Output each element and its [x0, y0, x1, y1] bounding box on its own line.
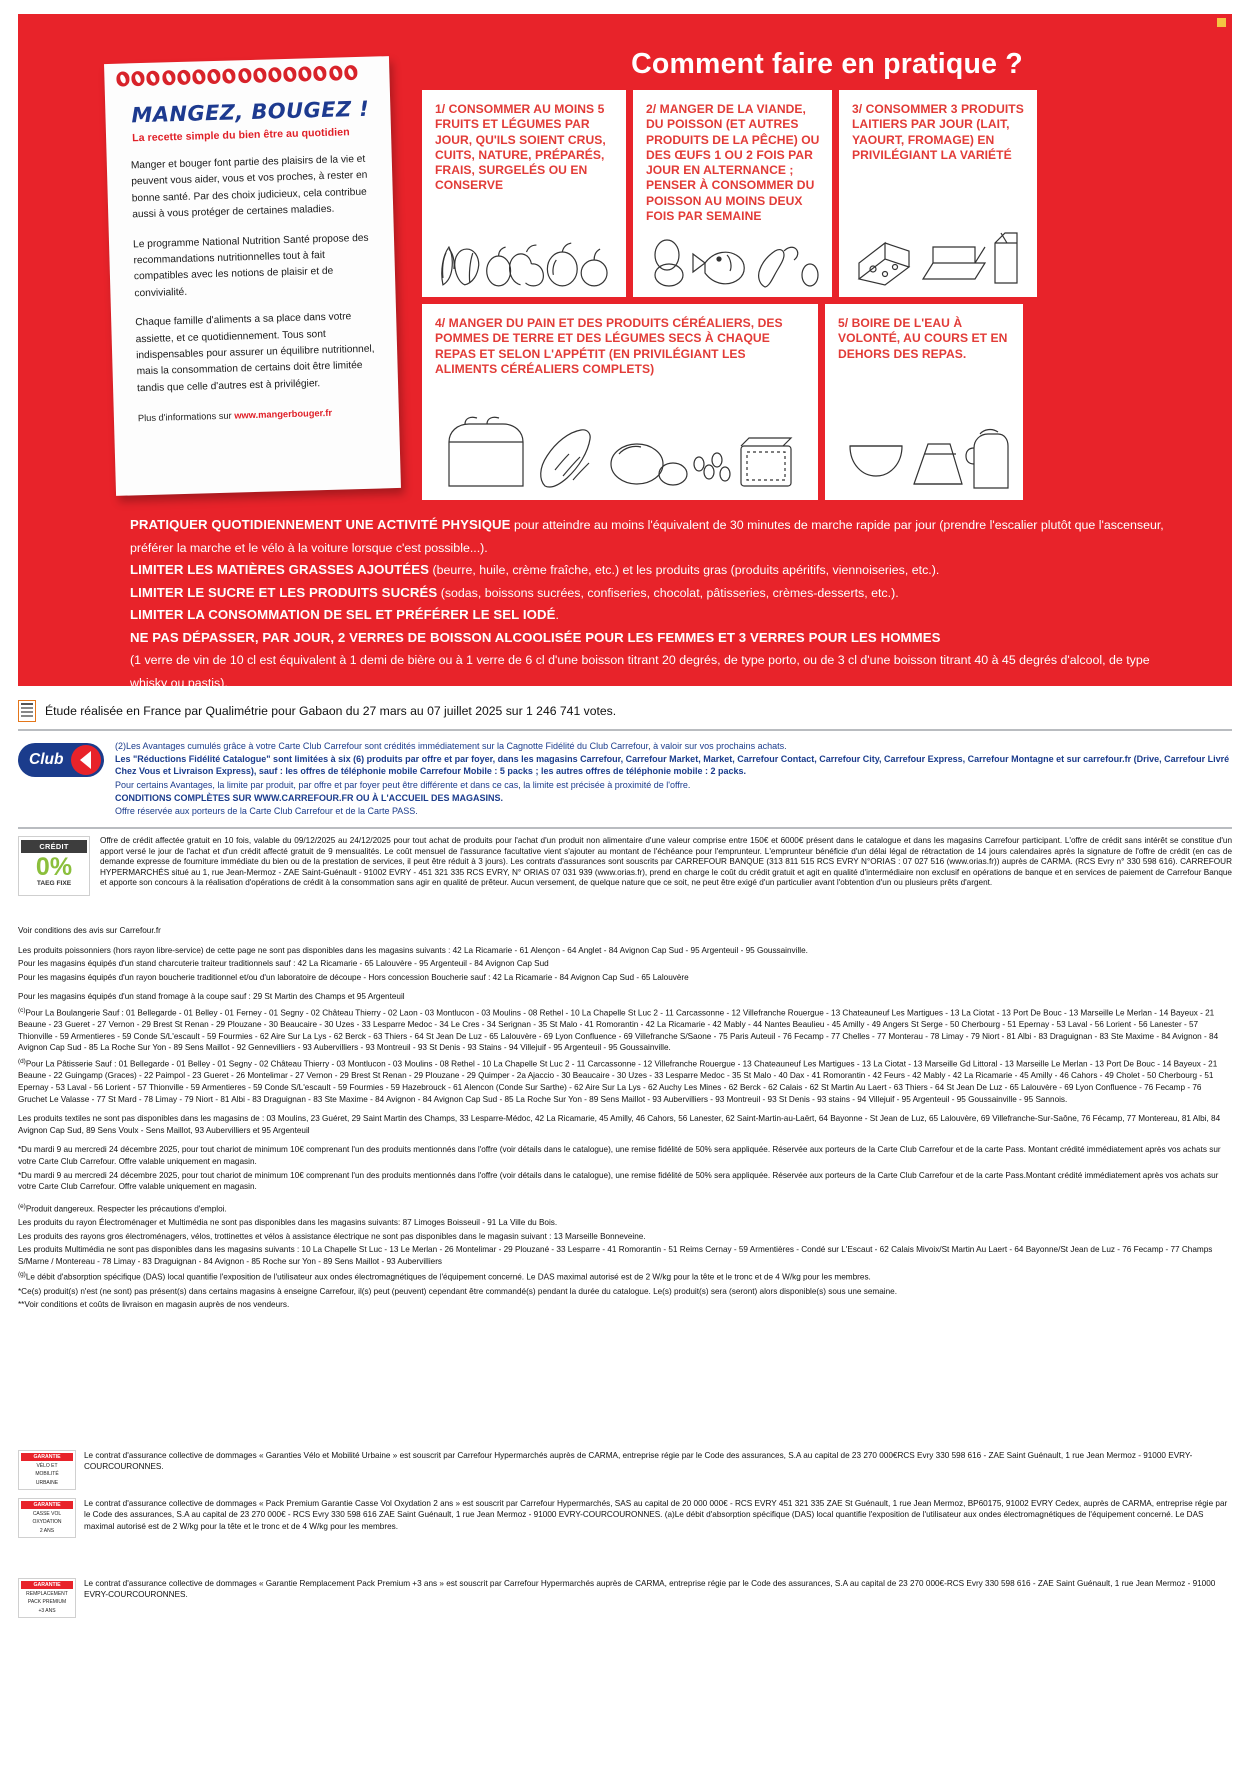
fine-line-15: [18, 1269, 1232, 1283]
garantie-remplacement-badge: [18, 1578, 76, 1618]
recommendation-item: [130, 559, 1170, 582]
club-line-5: Offre réservée aux porteurs de la Carte Club Carrefour et de la Carte PASS.: [115, 806, 418, 817]
fine-line-15-text: Le débit d'absorption spécifique (DAS) local quantifie l'exposition de l'utilisateur aux ondes électromagnétiques de l'équipement concerné. Le DAS maximal autorisé est de 2 W/kg pour la tête et le tronc et de 4 W/kg pour les membres.: [25, 1273, 871, 1283]
dairy-icon: [852, 163, 1025, 289]
badge-title: GARANTIE: [21, 1501, 73, 1509]
badge-line-3: +3 ANS: [38, 1607, 56, 1614]
badge-line-1: VÉLO ET: [36, 1463, 58, 1469]
fine-line-2: Les produits poissonniers (hors rayon libre-service) de cette page ne sont pas disponibles dans les magasins suivants : 42 La Ricamarie - 61 Alençon - 64 Anglet - 84 Avignon Cap Sud - 95 Argenteuil - 95 Goussainville.: [18, 945, 808, 955]
mangerbouger-link-row: [138, 407, 379, 424]
insurance-text-remplacement: Le contrat d'assurance collective de dommages « Garantie Remplacement Pack Premium +3 ans » est souscrit par Carrefour Hypermarchés auprès de CARMA, entreprise régie par le Code des assurances, S.A au capital de 23 270 000€-RCS Evry 330 598 616 - ZAE Saint Guénault, 1 rue Jean Mermoz - 91000 EVRY-COURCOURONNES.: [84, 1579, 1216, 1600]
advice-row-bottom: [422, 304, 1238, 500]
carrefour-c-icon: [71, 745, 101, 775]
footnote-marker-a: (a): [664, 1510, 675, 1520]
credit-offer-block: [18, 836, 1232, 896]
badge-line-1: CASSE VOL: [32, 1511, 62, 1517]
mangerbouger-url[interactable]: www.mangerbouger.fr: [234, 408, 333, 421]
corner-marker: [1217, 18, 1226, 27]
recommendation-strong: PRATIQUER QUOTIDIENNEMENT UNE ACTIVITÉ PHYSIQUE: [130, 517, 511, 532]
insurance-block-remplacement: [18, 1578, 1232, 1618]
footnote-marker-e: (e): [18, 1202, 26, 1210]
fine-line-6-text: Pour La Boulangerie Sauf : 01 Bellegarde - 01 Belley - 01 Ferney - 01 Segny - 02 Château Thierry - 02 Laon - 03 Montlucon - 03 Moulins - 08 Rethel - 10 La Chapelle St Luc 2 - 11 Carcassonne - 12 Villefranche Rouergue - 13 Chateauneuf Les Martigues - 13 La Ciotat - 13 Port De Bouc - 13 Marseille Le Merlan - 14 Bayeux - 21 Beaune - 23 Gueret - 27 Vernon - 29 Brest St Renan - 29 Plouzane - 30 Beaucaire - 30 Uzes - 33 Lesparre Medoc - 34 Le Cres - 34 Serignan - 35 St Malo - 41 Romorantin - 42 La Ricamarie - 42 Mably - 44 Nantes Beaulieu - 45 Amilly - 49 Angers St Serge - 50 Cherbourg - 51 Epernay - 53 Laval - 56 Lorient - 56 Lanester - 57 Thionville - 59 Armentieres - 59 Conde S/L'escault - 59 Fourmies - 62 Aire Sur La Lys - 62 Berck - 63 Thiers - 64 St Jean De Luz - 65 Lalouvère - 69 Lyon Confluence - 69 Villefranche S/Saone - 75 Paris Auteuil - 76 Fecamp - 77 Chelles - 77 Monterau - 78 Limay - 79 Niort - 81 Albi - 83 Draguignan - 83 Ste Maxime - 84 Avignon - 84 Avignon Cap Sud - 85 La Roche Sur Yon - 89 Sens Maillot - 92 Gennevilliers - 93 Aubervilliers - 93 Montreuil - 93 St Denis - 93 Stains - 94 Villejuif - 95 Argenteuil - 95 Goussainville.: [18, 1008, 1219, 1053]
note-paragraph-2: Le programme National Nutrition Santé propose des recommandations nutritionnelles tout à fait compatibles avec les notions de plaisir et de convivialité.: [132, 232, 369, 300]
badge-line-1: REMPLACEMENT: [26, 1591, 68, 1597]
club-line-1: (2)Les Avantages cumulés grâce à votre Carte Club Carrefour sont crédités immédiatement sur la Cagnotte Fidélité du Club Carrefour, à valoir sur vos prochains achats.: [115, 741, 787, 751]
pnns-recommendations-list: [130, 514, 1170, 694]
fine-line-13: Les produits des rayons gros électroménagers, vélos, trottinettes et vélos à assistance électrique ne sont pas disponibles dans le magasin suivant : 13 Marseille Bonneveine.: [18, 1231, 646, 1241]
credit-terms-text: Offre de crédit affectée gratuit en 10 fois, valable du 09/12/2025 au 24/12/2025 pour tout achat de produits pour l'achat d'un produit non alimentaire d'une valeur comprise entre 150€ et 6000€ présent dans le catalogue et dans les magasins Carrefour participant. L'offre de crédit sans intérêt se constitue d'un apport versé le jour de l'achat et d'un crédit affecté gratuit de 9 mensualités. Le coût mensuel de l'assurance facultative vient s'ajouter au montant de l'échéance pour l'emprunteur. L'emprunteur bénéficie d'un délai légal de rétractation de 14 jours calendaires après la signature de l'offre de crédit (en cas de demande expresse de fourniture immédiate du bien ou de la prestation de services, il peut être réduit à 3 jours). Les contrats d'assurances sont souscrits par CARREFOUR BANQUE (313 811 515 RCS EVRY N°ORIAS : 07 027 516 (www.orias.fr)) auprès de CARMA. (RCS Evry n° 330 598 616). CARREFOUR HYPERMARCHÉS situé au 1, rue Jean-Mermoz - ZAE Saint-Guénault - 91002 EVRY - 451 321 335 RCS EVRY, N° ORIAS 07 031 939 (www.orias.fr), prend en charge le coût du crédit gratuit et agit en qualité d'intermédiaire non exclusif en opérations de banque et en services de paiement de Carrefour Banque et apporte son concours à la réalisation d'opérations de crédit à la consommation sans agir en qualité de prêteur. Aucun versement, de quelque nature que ce soit, ne peut être exigé d'un particulier avant l'obtention d'un ou plusieurs prêts d'argent.: [100, 836, 1232, 887]
fine-line-10: *Du mardi 9 au mercredi 24 décembre 2025, pour tout chariot de minimum 10€ comprenant l'un des produits mentionnés dans l'offre (voir détails dans le catalogue), une remise fidélité de 50% sera appliquée. Réservée aux porteurs de la Carte Club Carrefour et de la carte Pass.Montant crédité immédiatement après vos achats sur votre Carte Club Carrefour. Offre valable uniquement en magasin.: [18, 1170, 1219, 1192]
spiral-binding-icon: [116, 64, 378, 87]
club-terms: [115, 740, 1232, 818]
more-info-label: Plus d'informations sur: [137, 410, 235, 424]
advice-card-2-text: 2/ MANGER DE LA VIANDE, DU POISSON (ET AUTRES PRODUITS DE LA PÊCHE) OU DES ŒUFS 1 OU 2 FOIS PAR JOUR EN ALTERNANCE ; PENSER À CONSOMMER DU POISSON AU MOINS DEUX FOIS PAR SEMAINE: [646, 102, 820, 224]
fine-line-3: Pour les magasins équipés d'un stand charcuterie traiteur traditionnels sauf : 42 La Ricamarie - 65 Lalouvère - 95 Argenteuil - 84 Avignon Cap Sud: [18, 959, 549, 969]
recommendation-item: [130, 604, 1170, 627]
club-line-2: Les "Réductions Fidélité Catalogue" sont limitées à six (6) produits par offre et par foyer, dans les magasins Carrefour, Carrefour Market, Market, Carrefour Contact, Carrefour City, Carrefour Express, Carrefour Montagne et sur carrefour.fr (Drive, Carrefour Livré Chez Vous et Livraison Express), sauf : les offres de téléphonie mobile Carrefour Mobile : 5 packs ; les autres offres de téléphonie mobile : 2 packs.: [115, 754, 1230, 777]
fine-line-1: Voir conditions des avis sur Carrefour.fr: [18, 926, 161, 935]
advice-card-5-text: 5/ BOIRE DE L'EAU À VOLONTÉ, AU COURS ET EN DEHORS DES REPAS.: [838, 316, 1008, 361]
fine-line-8: Les produits textiles ne sont pas disponibles dans les magasins de : 03 Moulins, 23 Guéret, 29 Saint Martin des Champs, 33 Lesparre-Médoc, 42 La Ricamarie, 45 Amilly, 46 Cahors, 56 Lanester, 62 Saint-Martin-au-Laërt, 64 Bayonne - St Jean de Luz, 65 Lalouvère, 69 Villefranche-Sur-Saône, 76 Fécamp, 77 Montereau, 81 Albi, 84 Avignon Cap Sud, 89 Sens Voulx - Sens Maillot, 93 Aubervilliers et 95 Argenteuil: [18, 1114, 1221, 1135]
fine-line-5: Pour les magasins équipés d'un stand fromage à la coupe sauf : 29 St Martin des Champs et 95 Argenteuil: [18, 992, 405, 1002]
credit-badge-subtitle: TAEG FIXE: [36, 880, 72, 887]
advice-card-2: [633, 90, 832, 297]
insurance-main-text: Le contrat d'assurance collective de dommages « Pack Premium Garantie Casse Vol Oxydation 2 ans » est souscrit par Carrefour Hypermarchés, SAS au capital de 20 000 000€ - RCS EVRY 451 321 335 ZAE St Guénault, 1 rue Jean Mermoz, BP60175, 91002 EVRY Cedex, auprès de CARMA, entreprise régie par le Code des assurances, S.A au capital de 23 270 000€ - RCS Evry 330 598 616 ZAE Saint Guénault, 1 rue Jean Mermoz - 91000 EVRY-COURCOURONNES.: [84, 1499, 1228, 1520]
recommendation-rest: (beurre, huile, crème fraîche, etc.) et les produits gras (produits apéritifs, viennoiseries, etc.).: [429, 563, 940, 577]
advice-card-5: [825, 304, 1023, 500]
page-title: Comment faire en pratique ?: [631, 48, 1023, 80]
recommendation-strong: LIMITER LA CONSOMMATION DE SEL ET PRÉFÉRER LE SEL IODÉ: [130, 607, 556, 622]
fine-line-7-text: Pour La Pâtisserie Sauf : 01 Bellegarde - 01 Belley - 01 Segny - 02 Château Thierry - 03 Montlucon - 03 Moulins - 08 Rethel - 10 La Chapelle St Luc 2 - 11 Carcassonne - 12 Villefranche Rouergue - 13 Chateauneuf Les Martigues - 13 La Ciotat - 13 Marseille Gd Littoral - 13 Marseille Le Merlan - 13 Port De Bouc - 14 Bayeux - 21 Beaune - 22 Guingamp (Graces) - 22 Paimpol - 23 Gueret - 26 Montelimar - 27 Vernon - 29 Brest St Renan - 29 Plouzane - 29 Quimper - 2a Ajaccio - 30 Beaucaire - 30 Uzes - 33 Lesparre Medoc - 35 St Malo - 40 Dax - 41 Romorantin - 42 Feurs - 42 Mably - 42 La Ricamarie - 45 Amilly - 46 Cahors - 49 Cholet - 50 Cherbourg - 51 Epernay - 53 Laval - 56 Lorient - 57 Thionville - 59 Armentieres - 59 Conde S/L'escault - 59 Fourmies - 59 Hazebrouck - 61 Alencon (Conde Sur Sarthe) - 62 Aire Sur La Lys - 62 Auchy Les Mines - 62 Berck - 62 Calais - 62 St Martin Au Laert - 63 Thiers - 64 St Jean De Luz - 65 Lalouvère - 69 Lyon Confluence - 76 Fecamp - 76 Gruchet Le Valasse - 77 St Mard - 78 Limay - 79 Niort - 81 Albi - 83 Draguignan - 83 Ste Maxime - 84 Avignon - 84 Avignon Cap Sud - 85 La Roche Sur Yon - 89 Sens Maillot - 93 Aubervilliers - 93 Montreuil - 93 St Denis - 93 stains - 94 Villejuif - 95 Argenteuil - 95 Goussainville - 95 Sannois.: [18, 1059, 1218, 1104]
club-carrefour-block: [18, 740, 1232, 829]
recommendation-strong: LIMITER LE SUCRE ET LES PRODUITS SUCRÉS: [130, 584, 438, 600]
club-line-4[interactable]: CONDITIONS COMPLÈTES SUR WWW.CARREFOUR.FR OU À L'ACCUEIL DES MAGASINS.: [115, 792, 503, 803]
meat-fish-eggs-icon: [646, 224, 820, 289]
advice-card-1: [422, 90, 626, 297]
garantie-casse-vol-badge: [18, 1498, 76, 1538]
club-line-3: Pour certains Avantages, la limite par produit, par offre et par foyer peut être différente et dans ce cas, la limite est précisée à proximité de l'offre.: [115, 779, 691, 790]
note-title: MANGEZ, BOUGEZ !: [131, 96, 370, 128]
advice-grid: [422, 90, 1238, 500]
club-carrefour-logo: [18, 743, 104, 777]
fine-line-11: [18, 1201, 1232, 1215]
footnote-marker-c: (c): [18, 1006, 26, 1014]
footnote-marker-g: (g): [18, 1271, 26, 1279]
recommendation-item: [130, 514, 1170, 559]
advice-card-3: [839, 90, 1037, 297]
credit-0-percent-badge: [18, 836, 90, 896]
advice-card-1-text: 1/ CONSOMMER AU MOINS 5 FRUITS ET LÉGUMES PAR JOUR, QU'ILS SOIENT CRUS, CUITS, NATURE, PRÉPARÉS, FRAIS, SURGELÉS OU EN CONSERVE: [435, 102, 606, 193]
note-paragraph-1: Manger et bouger font partie des plaisirs de la vie et peuvent vous aider, vous et vos proches, à rester en bonne santé. Par des choix judicieux, cela contribue aussi à vous protéger de certaines maladies.: [130, 153, 368, 221]
fine-line-11-text: Produit dangereux. Respecter les précautions d'emploi.: [25, 1204, 227, 1214]
fine-line-9: *Du mardi 9 au mercredi 24 décembre 2025, pour tout chariot de minimum 10€ comprenant l'un des produits mentionnés dans l'offre (voir détails dans le catalogue), une remise fidélité de 50% sera appliquée. Réservée aux porteurs de la Carte Club Carrefour et de la carte Pass. Montant crédité immédiatement après vos achats sur votre Carte Club Carrefour. Offre valable uniquement en magasin.: [18, 1145, 1221, 1166]
note-subtitle: La recette simple du bien être au quotidien: [131, 126, 350, 145]
fine-line-7: [18, 1056, 1232, 1105]
fine-line-17: **Voir conditions et coûts de livraison en magasin auprès de nos vendeurs.: [18, 1300, 290, 1310]
recommendation-item: [130, 582, 1170, 605]
study-note: [18, 700, 1232, 731]
advice-row-top: [422, 90, 1238, 297]
advice-card-4: [422, 304, 818, 500]
fine-line-16: *Ce(s) produit(s) n'est (ne sont) pas présent(s) dans certains magasins à enseigne Carrefour, il(s) peut (peuvent) cependant être commandé(s) pendant la durée du catalogue. Le(s) produit(s) sera (seront) alors disponible(s) sous une semaine.: [18, 1286, 897, 1296]
mangez-bougez-note: [104, 56, 401, 496]
badge-line-2: OXYDATION: [32, 1519, 62, 1526]
note-paragraph-3: Chaque famille d'aliments a sa place dans votre assiette, et ce quotidiennement. Tous sont indispensables pour assurer un équilibre nutritionnel, mais la consommation de certains doit être limitée tandis que celle d'autres est à privilégier.: [135, 311, 375, 395]
badge-line-3: URBAINE: [35, 1479, 59, 1486]
recommendation-note: (1 verre de vin de 10 cl est équivalent à 1 demi de bière ou à 1 verre de 6 cl d'une boisson titrant 20 degrés, de type porto, ou de 3 cl d'une boisson titrant 40 à 45 degrés d'alcool, de type whisky ou pastis).: [130, 653, 1150, 690]
bread-cereals-icon: [435, 377, 806, 492]
badge-line-2: PACK PREMIUM: [27, 1599, 67, 1606]
insurance-das-text: Le débit d'absorption spécifique (DAS) local quantifie l'exposition de l'utilisateur aux ondes électromagnétiques de l'équipement concerné. Le DAS maximal autorisé est de 2 W/kg pour la tête et le tronc et de 4 W/kg pour les membres.: [84, 1510, 1204, 1531]
insurance-block-casse-vol: [18, 1498, 1232, 1538]
insurance-text-casse-vol: [84, 1498, 1232, 1538]
recommendation-rest: pour atteindre au moins l'équivalent de 30 minutes de marche rapide par jour (prendre l'escalier plutôt que l'ascenseur, préférer la marche et le vélo à la voiture lorsque c'est possible...).: [130, 518, 1164, 555]
fine-print-block: [18, 925, 1232, 1313]
insurance-text-velo: Le contrat d'assurance collective de dommages « Garanties Vélo et Mobilité Urbaine » est souscrit par Carrefour Hypermarchés auprès de CARMA, entreprise régie par le Code des assurances, S.A au capital de 23 270 000€RCS Evry 330 598 616 - ZAE Saint Guénault, 1 rue Jean Mermoz - 91000 EVRY-COURCOURONNES.: [84, 1451, 1193, 1472]
recommendation-strong: NE PAS DÉPASSER, PAR JOUR, 2 VERRES DE BOISSON ALCOOLISÉE POUR LES FEMMES ET 3 VERRES POUR LES HOMMES: [130, 629, 941, 645]
fruits-vegetables-icon: [435, 194, 614, 289]
fine-line-4: Pour les magasins équipés d'un rayon boucherie traditionnel et/ou d'un laboratoire de découpe - Hors concession Boucherie sauf : 42 La Ricamarie - 84 Avignon Cap Sud - 65 Lalouvère: [18, 972, 689, 982]
advice-card-4-text: 4/ MANGER DU PAIN ET DES PRODUITS CÉRÉALIERS, DES POMMES DE TERRE ET DES LÉGUMES SECS À CHAQUE REPAS ET SELON L'APPÉTIT (EN PRIVILÉGIANT LES ALIMENTS CÉRÉALIERS COMPLETS): [435, 316, 783, 376]
fine-line-14: Les produits Multimédia ne sont pas disponibles dans les magasins suivants : 10 La Chapelle St Luc - 13 Le Merlan - 26 Montelimar - 29 Plouzané - 33 Lesparre - 41 Romorantin - 51 Reims Cernay - 59 Armentières - Condé sur L'Escaut - 62 Calais Mivoix/St Martin Au Laert - 64 Bayonne/St Jean de Luz - 76 Fecamp - 77 Champs S/Marne / Montereau - 78 Limay - 83 Draguignan - 84 Avignon - 85 Roche sur Yon - 89 Sens Maillot - 93 Aubervilliers: [18, 1245, 1213, 1266]
badge-title: GARANTIE: [21, 1581, 73, 1589]
insurance-block-velo: [18, 1450, 1232, 1490]
recommendation-item: [130, 627, 1170, 650]
badge-line-3: 2 ANS: [39, 1527, 55, 1534]
fine-line-6: [18, 1005, 1232, 1054]
credit-badge-title: CRÉDIT: [21, 840, 87, 853]
study-text: Étude réalisée en France par Qualimétrie pour Gabaon du 27 mars au 07 juillet 2025 sur 1 246 741 votes.: [45, 704, 617, 718]
advice-card-3-text: 3/ CONSOMMER 3 PRODUITS LAITIERS PAR JOUR (LAIT, YAOURT, FROMAGE) EN PRIVILÉGIANT LA VARIÉTÉ: [852, 102, 1024, 162]
recommendation-strong: LIMITER LES MATIÈRES GRASSES AJOUTÉES: [130, 562, 429, 577]
water-icon: [838, 362, 1011, 492]
recommendation-rest: .: [555, 608, 559, 622]
fine-line-12: Les produits du rayon Électroménager et Multimédia ne sont pas disponibles dans les magasins suivants: 87 Limoges Boisseuil - 91 La Ville du Bois.: [18, 1218, 558, 1228]
nutrition-panel: [18, 14, 1232, 690]
footnote-marker-d: (d): [18, 1058, 26, 1066]
badge-line-2: MOBILITÉ: [35, 1471, 59, 1478]
recommendation-rest: (sodas, boissons sucrées, confiseries, chocolat, pâtisseries, crèmes-desserts, etc.).: [437, 585, 899, 600]
badge-title: GARANTIE: [21, 1453, 73, 1461]
clipboard-icon: [18, 700, 36, 722]
credit-badge-percent: 0%: [35, 853, 73, 881]
club-logo-word: Club: [29, 751, 64, 768]
garantie-velo-badge: [18, 1450, 76, 1490]
